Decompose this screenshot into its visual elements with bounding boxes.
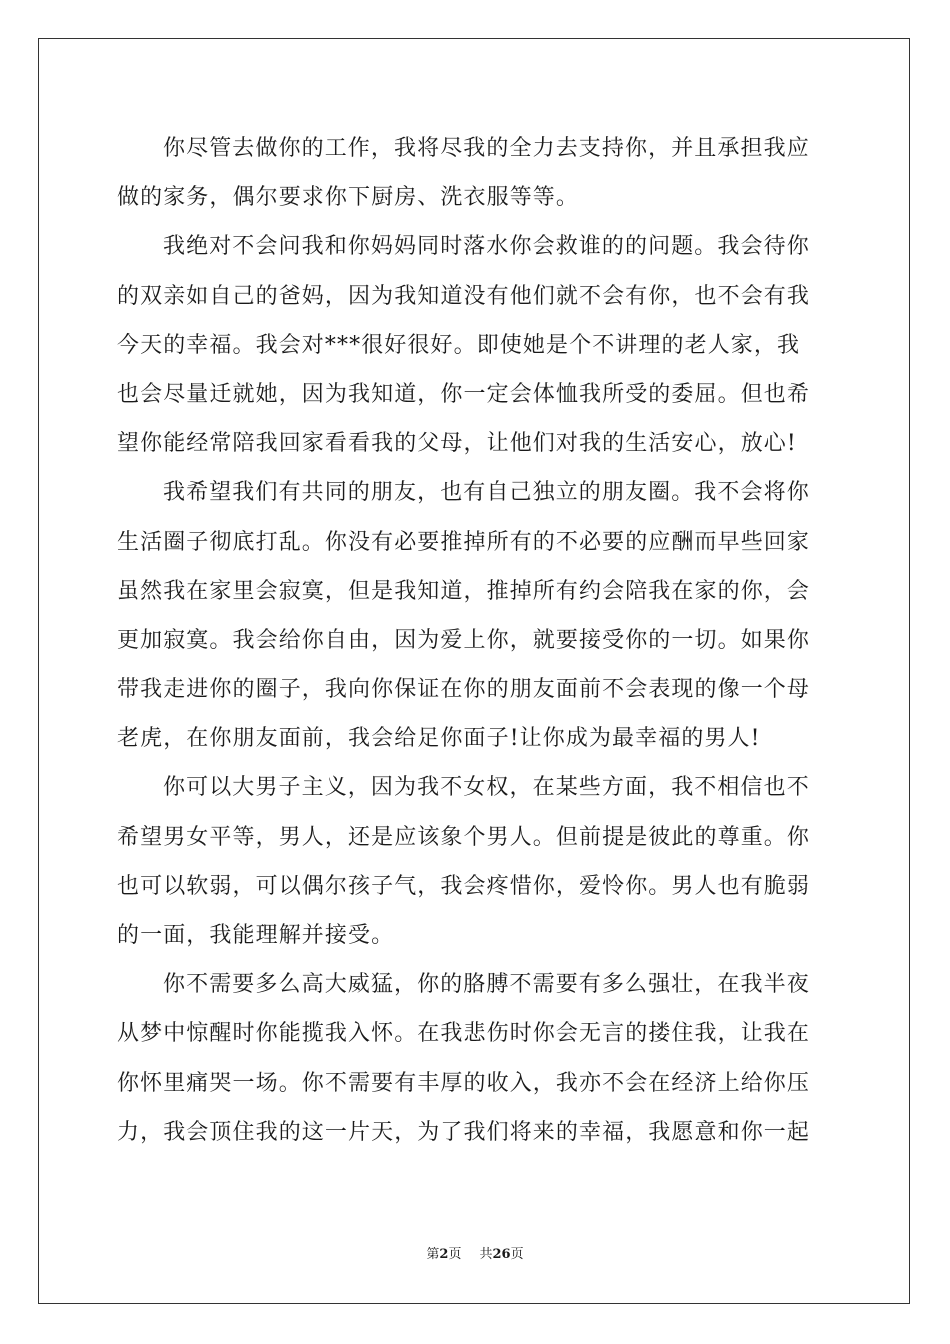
text-line: 你可以大男子主义，因为我不女权，在某些方面，我不相信也不: [163, 775, 810, 801]
text-line: 生活圈子彻底打乱。你没有必要推掉所有的不必要的应酬而早些回家: [117, 529, 811, 555]
text-line: 望你能经常陪我回家看看我的父母，让他们对我的生活安心，放心!: [117, 431, 797, 457]
text-line: 我绝对不会问我和你妈妈同时落水你会救谁的的问题。我会待你: [163, 234, 810, 260]
text-line: 你怀里痛哭一场。你不需要有丰厚的收入，我亦不会在经济上给你压: [117, 1070, 811, 1096]
text-line: 虽然我在家里会寂寞，但是我知道，推掉所有约会陪我在家的你，会: [117, 578, 811, 604]
paragraph: [117, 124, 833, 222]
text-line: 从梦中惊醒时你能揽我入怀。在我悲伤时你会无言的搂住我，让我在: [117, 1021, 811, 1047]
text-line: 我希望我们有共同的朋友，也有自己独立的朋友圈。我不会将你: [163, 480, 810, 506]
text-line: 也可以软弱，可以偶尔孩子气，我会疼惜你，爱怜你。男人也有脆弱: [117, 873, 811, 899]
text-line: 的一面，我能理解并接受。: [117, 923, 395, 948]
page-label-suffix: 页: [448, 1247, 462, 1262]
text-line: 带我走进你的圈子，我向你保证在你的朋友面前不会表现的像一个母: [117, 677, 811, 703]
paragraph: [117, 222, 833, 468]
text-line: 也会尽量迁就她，因为我知道，你一定会体恤我所受的委屈。但也希: [117, 381, 811, 407]
document-body: [117, 124, 833, 1157]
total-label-prefix: 共: [479, 1247, 493, 1262]
page-number: 2: [439, 1247, 449, 1262]
text-line: 更加寂寞。我会给你自由，因为爱上你，就要接受你的一切。如果你: [117, 627, 811, 653]
page-label-prefix: 第: [426, 1247, 440, 1262]
text-line: 做的家务，偶尔要求你下厨房、洗衣服等等。: [117, 185, 580, 211]
page-footer: [0, 1247, 950, 1263]
text-line: 老虎，在你朋友面前，我会给足你面子!让你成为最幸福的男人!: [117, 726, 761, 752]
text-line: 希望男女平等，男人，还是应该象个男人。但前提是彼此的尊重。你: [117, 824, 811, 850]
total-pages: 26: [492, 1247, 511, 1262]
paragraph: [117, 763, 833, 960]
total-label-suffix: 页: [510, 1247, 524, 1262]
paragraph: [117, 960, 833, 1157]
text-line: 你不需要多么高大威猛，你的胳膊不需要有多么强壮，在我半夜: [163, 972, 810, 998]
paragraph: [117, 468, 833, 763]
text-line: 你尽管去做你的工作，我将尽我的全力去支持你，并且承担我应: [163, 136, 810, 161]
text-line: 的双亲如自己的爸妈，因为我知道没有他们就不会有你，也不会有我: [117, 283, 811, 309]
text-line: 今天的幸福。我会对***很好很好。即使她是个不讲理的老人家，我: [117, 332, 801, 358]
text-line: 力，我会顶住我的这一片天，为了我们将来的幸福，我愿意和你一起: [117, 1119, 811, 1145]
